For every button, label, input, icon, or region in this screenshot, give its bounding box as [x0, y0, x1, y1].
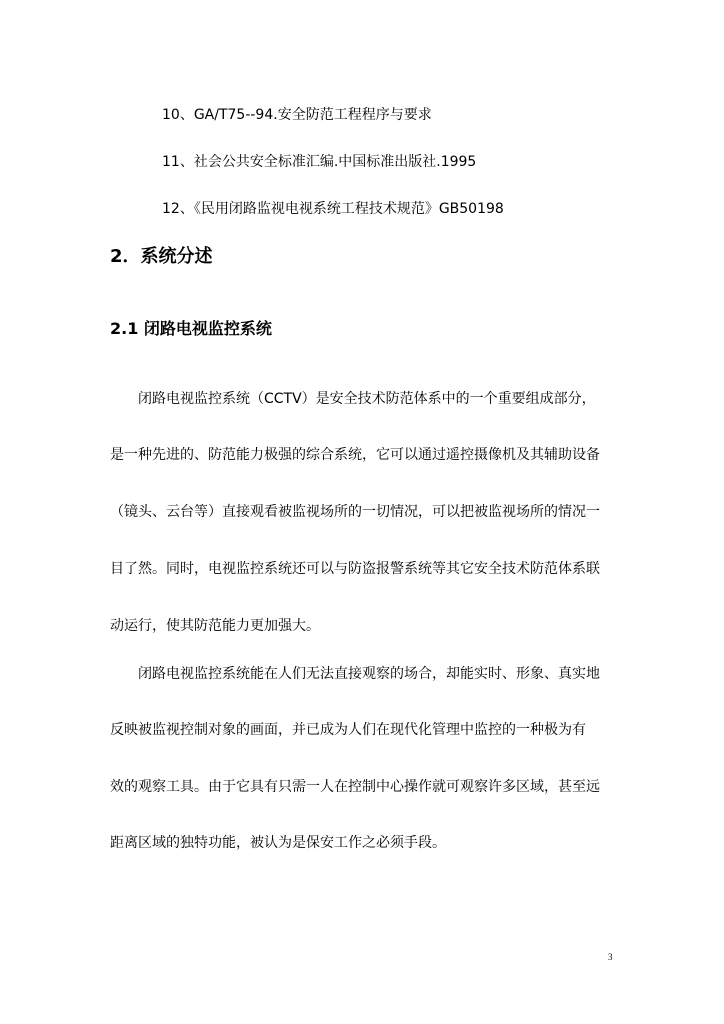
paragraph-line: 闭路电视监控系统能在人们无法直接观察的场合，却能实时、形象、真实地 — [138, 666, 600, 682]
section-heading: 2．系统分述 — [110, 246, 213, 267]
paragraph-line: 是一种先进的、防范能力极强的综合系统，它可以通过遥控摄像机及其辅助设备 — [110, 447, 600, 463]
reference-item: 12、《民用闭路监视电视系统工程技术规范》GB50198 — [162, 201, 504, 217]
paragraph-line: 距离区域的独特功能，被认为是保安工作之必须手段。 — [110, 835, 446, 851]
paragraph-line: 目了然。同时，电视监控系统还可以与防盗报警系统等其它安全技术防范体系联 — [110, 561, 600, 577]
paragraph-line: （镜头、云台等）直接观看被监视场所的一切情况，可以把被监视场所的情况一 — [110, 504, 600, 520]
paragraph-line: 闭路电视监控系统（CCTV）是安全技术防范体系中的一个重要组成部分， — [138, 391, 596, 407]
page-number: 3 — [608, 952, 613, 962]
reference-item: 10、GA/T75--94.安全防范工程程序与要求 — [162, 107, 432, 123]
paragraph-line: 动运行，使其防范能力更加强大。 — [110, 618, 320, 634]
subsection-heading: 2.1 闭路电视监控系统 — [110, 319, 272, 338]
paragraph-line: 效的观察工具。由于它具有只需一人在控制中心操作就可观察许多区域，甚至远 — [110, 779, 600, 795]
paragraph-line: 反映被监视控制对象的画面，并已成为人们在现代化管理中监控的一种极为有 — [110, 722, 586, 738]
reference-item: 11、社会公共安全标准汇编.中国标准出版社.1995 — [162, 154, 477, 170]
